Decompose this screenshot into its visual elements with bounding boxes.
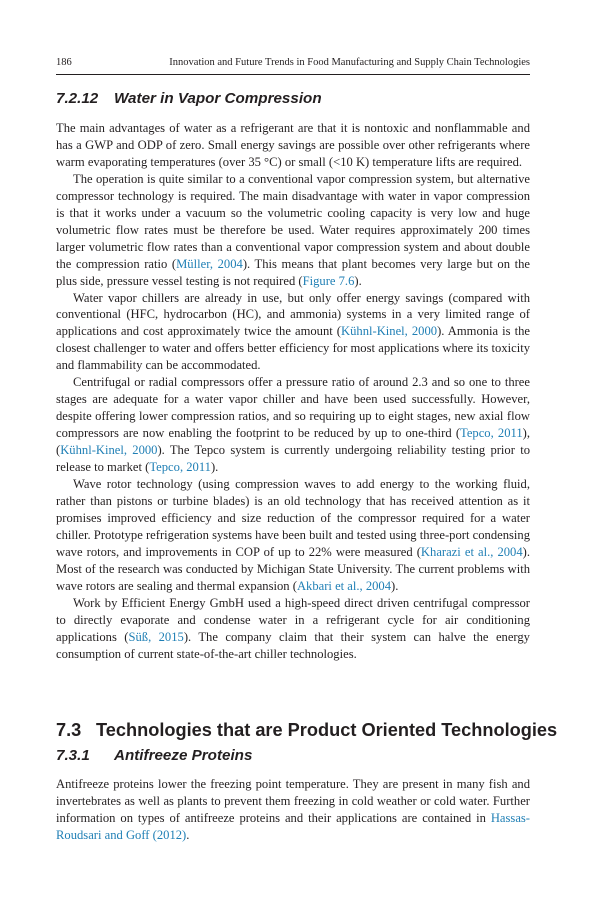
citation-link[interactable]: Tepco, 2011 xyxy=(460,426,523,441)
page xyxy=(56,0,558,900)
section-number: 7.3.1 xyxy=(56,747,90,764)
paragraph xyxy=(56,776,530,844)
paragraph-text: The operation is quite similar to a conventional vapor compression system, but alternative compressor technology is required. The main disadvantage with water in vapor compression is that it works under a vacuum so the volumetric cooling capacity is very low and huge volumetric flow rates must be therefore be used. Water requires approximately 200 times larger volumetric flow rates than a conventional vapor compression system and about double the compression ratio ( xyxy=(56,171,530,271)
paragraph xyxy=(56,476,530,595)
section-title: Technologies that are Product Oriented Technologies xyxy=(96,720,558,740)
paragraph xyxy=(56,374,530,476)
section-number: 7.2.12 xyxy=(56,90,99,107)
paragraph-text: Water vapor chillers are already in use, but only offer energy savings (compared with conventional (HFC, hydrocarbon (HC), and ammonia) systems in a very limited range of applications and cost approximately twice the amount ( xyxy=(56,290,530,339)
section-heading-7-3 xyxy=(56,720,557,741)
paragraph-text: Antifreeze proteins lower the freezing point temperature. They are present in many fish and invertebrates as well as plants to prevent them freezing in cold weather or cold water. Further information on types of antifreeze proteins and their applications are contained in xyxy=(56,777,530,825)
citation-link[interactable]: Figure 7.6 xyxy=(302,273,355,288)
paragraph xyxy=(56,120,530,171)
paragraph-text: ). This means that plant becomes very large but on the plus side, pressure vessel testing is not required ( xyxy=(56,256,530,288)
paragraph xyxy=(56,595,530,663)
paragraph xyxy=(56,171,530,290)
running-title: Innovation and Future Trends in Food Manufacturing and Supply Chain Technologies xyxy=(169,57,530,68)
paragraph-text: ). The company claim that their system can halve the energy consumption of current state-of-the-art chiller technologies. xyxy=(56,629,530,661)
section-number: 7.3 xyxy=(56,720,82,740)
citation-link[interactable]: Kharazi et al., 2004 xyxy=(420,544,523,559)
paragraph-text: ). The Tepco system is currently undergoing reliability testing prior to release to market ( xyxy=(56,443,530,475)
citation-link[interactable]: Müller, 2004 xyxy=(176,256,243,271)
paragraph-text: Work by Efficient Energy GmbH used a high-speed direct driven centrifugal compressor to directly evaporate and condense water in a refrigerant cycle for air conditioning applications ( xyxy=(56,595,530,644)
section-title: Antifreeze Proteins xyxy=(114,747,253,764)
paragraph-text: The main advantages of water as a refrigerant are that it is nontoxic and nonflammable and has a GWP and ODP of zero. Small energy savings are possible over other refrigerants where warm evaporating temperatures (over 35 °C) or small (<10 K) temperature lifts are required. xyxy=(56,121,530,169)
paragraph-text: Wave rotor technology (using compression waves to add energy to the working fluid, rather than pistons or turbine blades) is an old technology that has received attention as it promises improved efficiency and size reduction of the compressor required for a water chiller. Prototype refrigeration systems have been built and tested using three-port condensing wave rotors, and improvements in COP of up to 22% were measured ( xyxy=(56,477,530,559)
paragraph-text: . xyxy=(186,827,190,842)
section-title: Water in Vapor Compression xyxy=(114,90,322,107)
paragraph-text: ), ( xyxy=(56,426,530,458)
section-body-7-2-12 xyxy=(56,120,530,663)
citation-link[interactable]: Kühnl-Kinel, 2000 xyxy=(341,324,438,339)
citation-link[interactable]: Süß, 2015 xyxy=(128,629,184,644)
section-heading-7-2-12 xyxy=(56,90,322,107)
paragraph-text: ). xyxy=(354,273,362,288)
section-body-7-3-1 xyxy=(56,776,530,844)
paragraph-text: ). Ammonia is the closest challenger to water and offers better efficiency for most applications where its toxicity and flammability can be accommodated. xyxy=(56,324,530,373)
citation-link[interactable]: Kühnl-Kinel, 2000 xyxy=(60,443,158,458)
paragraph xyxy=(56,290,530,375)
citation-link[interactable]: Tepco, 2011 xyxy=(149,460,211,475)
citation-link[interactable]: Hassas-Roudsari and Goff (2012) xyxy=(56,810,530,842)
section-heading-7-3-1 xyxy=(56,747,252,764)
page-number: 186 xyxy=(56,57,72,68)
paragraph-text: ). xyxy=(391,578,399,593)
paragraph-text: Centrifugal or radial compressors offer a pressure ratio of around 2.3 and so one to three stages are adequate for a water vapor chiller and have been used successfully. However, despite offering lower compression ratios, and so requiring up to eight stages, new axial flow compressors are now enabling the footprint to be reduced by up to one-third ( xyxy=(56,375,530,441)
paragraph-text: ). Most of the research was conducted by Michigan State University. The current problems with wave rotors are sealing and thermal expansion ( xyxy=(56,544,530,593)
paragraph-text: ). xyxy=(210,460,219,475)
citation-link[interactable]: Akbari et al., 2004 xyxy=(296,578,392,593)
header-rule xyxy=(56,74,530,75)
